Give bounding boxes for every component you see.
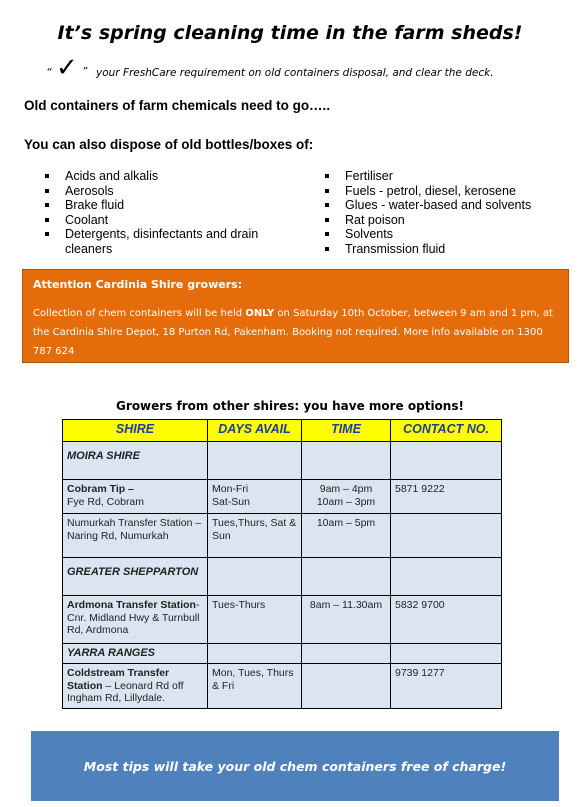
days-value: Mon-Fri [212, 483, 249, 495]
cardinia-attention-box [22, 269, 569, 363]
site-address: Fye Rd, Cobram [67, 495, 145, 508]
other-shires-title: Growers from other shires: you have more options! [116, 399, 464, 413]
table-cell [391, 442, 502, 480]
dispose-list-left [45, 169, 285, 257]
free-of-charge-banner [31, 731, 559, 801]
attention-title: Attention Cardinia Shire growers: [33, 278, 243, 291]
attention-body-emphasis: ONLY [245, 308, 275, 319]
attention-body-text: on Saturday 10th October, between 9 am and 1 pm, at the Cardinia Shire Depot, 18 Purton Rd, Pakenham. Booking not required. More info available on 1300 787 624 [33, 308, 553, 357]
table-cell [302, 558, 391, 596]
shire-cell [63, 558, 208, 596]
time-value: 10am – 3pm [316, 495, 376, 508]
list-item: Aerosols [45, 184, 285, 199]
site-name: Ardmona Transfer Station [67, 599, 196, 611]
table-cell [302, 644, 391, 664]
checkmark-icon: ✓ [56, 53, 78, 83]
table-cell [208, 442, 302, 480]
site-name: Coldstream Transfer Station [67, 667, 170, 692]
list-item: Detergents, disinfectants and drain cleaners [45, 227, 285, 256]
list-item: Glues - water-based and solvents [325, 198, 565, 213]
list-item: Solvents [325, 227, 565, 242]
time-cell [302, 480, 391, 514]
days-value: Sat-Sun [212, 495, 250, 508]
dispose-list-right [325, 169, 565, 257]
open-quote: “ [46, 66, 52, 79]
table-row [63, 664, 502, 709]
site-cell [63, 596, 208, 644]
shires-table [62, 419, 502, 709]
attention-body-text: Collection of chem containers will be held [33, 308, 246, 319]
time-cell: 10am – 5pm [302, 514, 391, 558]
list-item: Rat poison [325, 213, 565, 228]
header-days: DAYS AVAIL [208, 420, 302, 442]
header-time: TIME [302, 420, 391, 442]
heading-also-dispose: You can also dispose of old bottles/boxes of: [24, 137, 314, 152]
time-cell [302, 664, 391, 709]
shire-cell [63, 644, 208, 664]
table-row [63, 514, 502, 558]
table-header-row [63, 420, 502, 442]
days-cell: Mon, Tues, Thurs & Fri [208, 664, 302, 709]
table-cell [208, 644, 302, 664]
contact-cell: 5871 9222 [391, 480, 502, 514]
shire-cell [63, 442, 208, 480]
table-cell [391, 558, 502, 596]
table-cell [208, 558, 302, 596]
table-cell [302, 442, 391, 480]
page-title: It’s spring cleaning time in the farm sheds! [57, 22, 523, 44]
heading-old-containers: Old containers of farm chemicals need to go….. [24, 98, 331, 113]
shire-name: MOIRA SHIRE [67, 450, 140, 462]
attention-body [33, 304, 558, 361]
time-cell: 8am – 11.30am [302, 596, 391, 644]
time-value: 9am – 4pm [319, 483, 373, 495]
table-row [63, 596, 502, 644]
contact-cell [391, 514, 502, 558]
table-row [63, 558, 502, 596]
table-cell [391, 644, 502, 664]
site-cell [63, 480, 208, 514]
site-name: Cobram Tip – [67, 483, 134, 495]
days-cell [208, 480, 302, 514]
header-contact: CONTACT NO. [391, 420, 502, 442]
list-item: Coolant [45, 213, 285, 228]
banner-text: Most tips will take your old chem containers free of charge! [83, 758, 507, 774]
list-item: Fuels - petrol, diesel, kerosene [325, 184, 565, 199]
days-cell: Tues-Thurs [208, 596, 302, 644]
site-address: – Leonard Rd off Ingham Rd, Lillydale. [67, 679, 184, 704]
contact-cell: 5832 9700 [391, 596, 502, 644]
site-cell: Numurkah Transfer Station – Naring Rd, Numurkah [63, 514, 208, 558]
freshcare-text: your FreshCare requirement on old containers disposal, and clear the deck. [96, 67, 494, 79]
list-item: Brake fluid [45, 198, 285, 213]
table-row [63, 480, 502, 514]
site-address: -Cnr. Midland Hwy & Turnbull Rd, Ardmona [67, 599, 200, 636]
close-quote: ” [82, 66, 88, 78]
list-item: Transmission fluid [325, 242, 565, 257]
shire-name: YARRA RANGES [67, 647, 156, 659]
site-cell [63, 664, 208, 709]
shire-name: GREATER SHEPPARTON [67, 566, 199, 578]
header-shire: SHIRE [63, 420, 208, 442]
table-row [63, 644, 502, 664]
list-item: Fertiliser [325, 169, 565, 184]
table-row [63, 442, 502, 480]
list-item: Acids and alkalis [45, 169, 285, 184]
contact-cell: 9739 1277 [391, 664, 502, 709]
freshcare-line [46, 55, 566, 85]
days-cell: Tues,Thurs, Sat & Sun [208, 514, 302, 558]
